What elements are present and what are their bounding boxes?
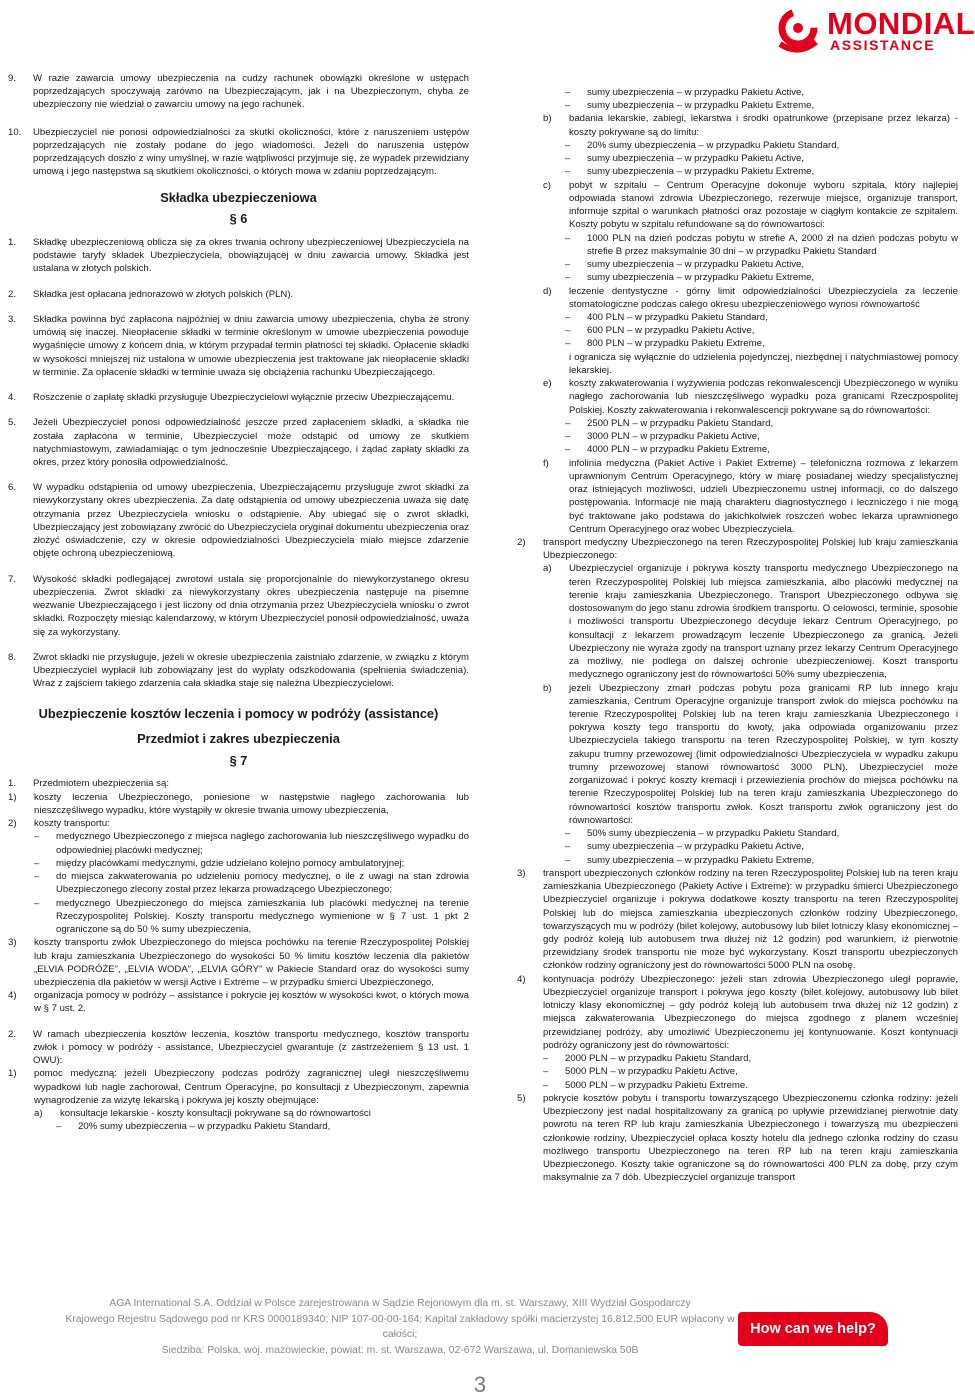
dash-text: sumy ubezpieczenia – w przypadku Pakietu Extreme,	[587, 854, 815, 866]
item-marker: e)	[543, 378, 552, 390]
paragraph-number	[8, 752, 469, 770]
dash-text: 20% sumy ubezpieczenia – w przypadku Pakietu Standard,	[78, 1121, 331, 1133]
left-column	[8, 72, 469, 1134]
clause-text: Jeżeli Ubezpieczyciel ponosi odpowiedzialność jeszcze przed zapłaceniem składki, a składka nie została zapłacona w terminie, Ubezpieczyciel może odstąpić od umowy ze skutkiem natychmiastowym, zawiadamiając o tym jednocześnie Ubezpieczającego, i żądać zapłaty składki za okres, przez który ponosiła odpowiedzialność.	[33, 417, 469, 468]
guarantee-subitem-a	[8, 1107, 469, 1120]
guarantee-item-1	[8, 1067, 469, 1107]
dash-text: 3000 PLN – w przypadku Pakietu Active,	[587, 431, 760, 443]
clause-number: 4.	[8, 392, 17, 404]
page-footer	[0, 1296, 960, 1366]
dash-marker: –	[565, 166, 571, 178]
footer-line: Siedziba: Polska, woj. mazowieckie, powiat: m. st. Warszawa, 02-672 Warszawa, ul. Domaniewska 50B	[161, 1344, 639, 1356]
dash-text: sumy ubezpieczenia – w przypadku Pakietu Extreme,	[587, 272, 815, 284]
right-subitem-d	[517, 285, 958, 311]
premium-clause-1	[8, 236, 469, 276]
dash-marker: –	[565, 854, 571, 866]
dash-marker: –	[565, 325, 571, 337]
item-text: pomoc medyczną: jeżeli Ubezpieczony podczas podróży zagranicznej uległ nieszczęśliwemu wypadkowi lub nagle zachorował, Centrum Operacyjne, po konsultacji z Ubezpieczonym, zapewnia wynagrodzenie za wizytę lekarską i pokrywa jej koszty obejmujące:	[34, 1068, 469, 1106]
dash-marker: –	[565, 87, 571, 98]
dash-marker: –	[565, 272, 571, 284]
dash-text: 600 PLN – w przypadku Pakietu Active,	[587, 325, 755, 337]
paragraph-value: 6	[240, 211, 248, 227]
dash-marker: –	[565, 232, 571, 244]
paragraph-value: 7	[240, 752, 248, 768]
limit-dash-item	[517, 311, 958, 324]
item-text: badania lekarskie, zabiegi, lekarstwa i środki opatrunkowe (przepisane przez lekarza) - koszty pokrywane są do limitu:	[569, 113, 958, 138]
item-marker: d)	[543, 285, 552, 297]
clause-number: 8.	[8, 651, 17, 663]
section-heading: Składka ubezpieczeniowa	[160, 189, 317, 205]
dash-text: 20% sumy ubezpieczenia – w przypadku Pakietu Standard,	[587, 139, 840, 151]
dash-marker: –	[565, 100, 571, 112]
item-marker: a)	[543, 563, 552, 575]
help-button[interactable]: How can we help?	[738, 1312, 888, 1346]
item-marker: 2)	[8, 818, 17, 830]
limit-dash-item	[517, 165, 958, 178]
right-item-4	[517, 973, 958, 1052]
dash-marker: –	[565, 431, 571, 443]
right-subitem-e	[517, 377, 958, 417]
item-text: koszty transportu zwłok Ubezpieczonego do miejsca pochówku na terenie Rzeczypospolitej Polskiej lub kraju zamieszkania Ubezpieczonego do wysokości 50 % limitu kosztów leczenia dla pakietów „ELVIA PODRÓŻE”, „ELVIA WODA”, „ELVIA GÓRY” w Pakiecie Standard oraz do wysokości sumy ubezpieczenia dla pakietów w wersji Active i Extreme – w przypadku śmierci Ubezpieczonego,	[34, 937, 469, 988]
premium-clause-3	[8, 313, 469, 379]
clause-text: Składka jest opłacana jednorazowo w złotych polskich (PLN).	[33, 288, 294, 300]
dash-text: medycznego Ubezpieczonego do miejsca zamieszkania lub placówki medycznej na terenie Rzeczypospolitej Polskiej. Koszty transportu medycznego wymienione w § 7 ust. 1 pkt 2 ograniczone są do 50 % sumy ubezpieczenia,	[56, 897, 469, 936]
page-number: 3	[473, 1372, 487, 1397]
subject-clause-2	[8, 1028, 469, 1068]
clause-number: 5.	[8, 417, 17, 429]
item-marker: 5)	[517, 1092, 526, 1104]
right-item-5	[517, 1092, 958, 1185]
item-text: kontynuacja podróży Ubezpieczonego: jeżeli stan zdrowia Ubezpieczonego uległ poprawie, Ubezpieczyciel organizuje transport i pokrywa jego koszty (bilet kolejowy, autobusowy lub bilet lotniczy klasy ekonomicznej – gdy podróż koleją lub autobusem trwa dłużej niż 12 godzin) z miejsca zakwaterowania Ubezpieczonego do miejsca zgodnego z planem wcześniej przewidzianej podróży, aby umożliwić Ubezpieczonemu jej kontynuowanie. Koszt kontynuacji podróży ograniczony jest do równowartości:	[543, 973, 958, 1051]
item-text: leczenie dentystyczne - górny limit odpowiedzialności Ubezpieczyciela za leczenie stomatologiczne podczas całego okresu ubezpieczeniowego wynosi równowartość	[569, 285, 958, 310]
right-item-3	[517, 867, 958, 973]
clause-10	[8, 126, 469, 179]
transport-dash-item	[8, 897, 469, 937]
item-marker: 1)	[8, 1068, 17, 1080]
subject-item-1	[8, 791, 469, 817]
clause-text: Wysokość składki podlegającej zwrotowi ustala się proporcjonalnie do niewykorzystanego okresu ubezpieczenia. Zwrot składki za niewykorzystany okres ubezpieczenia następuje na pisemne wezwanie Ubezpieczającego i jest liczony od dnia otrzymania przez Ubezpieczyciela wniosku o zwrot składki. Rozpoczęty miesiąc kalendarzowy, w którym Ubezpieczyciel ponosił odpowiedzialność, uważa się za wykorzystany.	[33, 573, 469, 638]
dash-text: 5000 PLN – w przypadku Pakietu Extreme.	[565, 1079, 748, 1091]
clause-number: 9.	[8, 73, 17, 84]
item-text: koszty zakwaterowania i wyżywienia podczas rekonwalescencji Ubezpieczonego w wyniku nagłego zachorowania lub nieszczęśliwego wypadku poza granicami Rzeczpospolitej Polskiej. Koszty zakwaterowania i rekonwalescencji pokrywane są do równowartości:	[569, 378, 958, 416]
premium-clause-6	[8, 481, 469, 560]
item-marker: f)	[543, 457, 549, 469]
clause-number: 10.	[8, 126, 22, 138]
premium-clause-5	[8, 416, 469, 469]
dash-marker: –	[34, 871, 40, 883]
dash-text: sumy ubezpieczenia – w przypadku Pakietu Active,	[587, 153, 805, 165]
limit-dash-item	[517, 139, 958, 152]
clause-number: 3.	[8, 313, 17, 325]
clause-text: Zwrot składki nie przysługuje, jeżeli w okresie ubezpieczenia zaistniało zdarzenie, w związku z którym Ubezpieczyciel wypłacił lub zobowiązany jest do wypłaty odszkodowania (spełnienia świadczenia). Wraz z zajściem takiego zdarzenia cała składka staje się należna Ubezpieczycielowi.	[33, 651, 469, 690]
dash-marker: –	[565, 338, 571, 350]
limit-dash-item	[517, 1065, 958, 1078]
right-subitem-c	[517, 179, 958, 232]
limit-dash-item	[517, 258, 958, 271]
dash-marker: –	[34, 857, 40, 869]
limit-dash-item	[517, 443, 958, 456]
limit-dash-item	[517, 1052, 958, 1065]
dash-text: sumy ubezpieczenia – w przypadku Pakietu Active,	[587, 841, 805, 853]
clause-number: 2.	[8, 288, 17, 300]
clause-9	[8, 72, 469, 112]
limit-dash-item	[517, 152, 958, 165]
dash-text: sumy ubezpieczenia – w przypadku Pakietu Extreme,	[587, 166, 815, 178]
clause-text: W razie zawarcia umowy ubezpieczenia na cudzy rachunek obowiązki określone w ustępach poprzedzających spoczywają zarówno na Ubezpieczającym, jak i na Ubezpieczonym, chyba że ubezpieczony nie wiedział o zawarciu umowy na jego rachunek.	[33, 73, 469, 111]
item-text: konsultacje lekarskie - koszty konsultacji pokrywane są do równowartości	[60, 1108, 371, 1120]
limit-dash-item	[517, 86, 958, 99]
item-marker: 2)	[517, 536, 526, 548]
right-subitem-f	[517, 457, 958, 536]
footer-line: Krajowego Rejestru Sądowego pod nr KRS 0000189340; NIP 107-00-00-164; Kapitał zakładowy spółki macierzystej 16.812.500 EUR wpłacony w całości;	[65, 1313, 735, 1341]
dash-text: sumy ubezpieczenia – w przypadku Pakietu Extreme,	[587, 100, 815, 112]
item-text: koszty leczenia Ubezpieczonego, poniesione w następstwie nagłego zachorowania lub nieszczęśliwego wypadku, które wystąpiły w okresie trwania umowy ubezpieczenia,	[34, 791, 469, 816]
limit-dash-item	[517, 430, 958, 443]
clause-number: 1.	[8, 778, 17, 790]
clause-text: W wypadku odstąpienia od umowy ubezpieczenia, Ubezpieczającemu przysługuje zwrot składki za niewykorzystany okres ubezpieczenia. Za datę odstąpienia od umowy ubezpieczenia uważa się datę otrzymania przez Ubezpieczyciela wniosku o odstąpienie. Aby ubiegać się o zwrot składki, Ubezpieczający jest zobowiązany zwrócić do Ubezpieczyciela oryginał dokumentu ubezpieczenia oraz złożyć oświadczenie, czy w okresie odpowiedzialności Ubezpieczyciela miało miejsce zdarzenie objęte ochroną ubezpieczeniową.	[33, 482, 469, 560]
limit-dash-item	[517, 99, 958, 112]
premium-clause-7	[8, 573, 469, 639]
dash-marker: –	[565, 417, 571, 429]
clause-text: Składkę ubezpieczeniową oblicza się za okres trwania ochrony ubezpieczeniowej Ubezpieczyciela na podstawie taryfy składek Ubezpieczyciela, obowiązującej w dniu zawarcia umowy. Składka jest ustalana w złotych polskich.	[33, 236, 469, 275]
clause-number: 6.	[8, 482, 17, 494]
dash-text: 50% sumy ubezpieczenia – w przypadku Pakietu Standard,	[587, 828, 840, 840]
limit-dash-item	[517, 271, 958, 284]
dash-marker: –	[565, 259, 571, 271]
dash-marker: –	[565, 311, 571, 323]
paragraph-symbol: §	[229, 211, 241, 227]
brand-subname: ASSISTANCE	[830, 37, 936, 53]
item-text: transport ubezpieczonych członków rodziny na teren Rzeczypospolitej Polskiej lub na teren kraju zamieszkania Ubezpieczonego (Pakiety Active i Extreme): w przypadku śmierci Ubezpieczonego Ubezpieczyciel organizuje i pokrywa dodatkowe koszty transportu na teren Rzeczypospolitej Polskiej lub do miejsca zamieszkania ubezpieczonych członków rodziny Ubezpieczonego, towarzyszących mu w podróży (bilet kolejowy, autobusowy lub bilet lotniczy klasy ekonomicznej – gdy podróż koleją lub autobusem trwa dłużej niż 12 godzin) pod warunkiem, iż pierwotnie przewidziany środek transportu nie może być wykorzystany. Koszt transportu ubezpieczonych członków rodziny ograniczony jest do równowartości 5000 PLN na osobę.	[543, 867, 958, 972]
dash-text: 400 PLN – w przypadku Pakietu Standard,	[587, 311, 768, 323]
limit-dash-item	[8, 1120, 469, 1133]
item-text: organizacja pomocy w podróży – assistance i pokrycie jej kosztów w wysokości kwot, o których mowa w § 7 ust. 2.	[34, 990, 469, 1015]
dash-marker: –	[543, 1079, 549, 1091]
dash-text: 5000 PLN – w przypadku Pakietu Active,	[565, 1066, 738, 1078]
item-marker: b)	[543, 113, 552, 125]
subject-item-4	[8, 989, 469, 1015]
mondial-swirl-icon	[772, 4, 824, 54]
item-text: infolinia medyczna (Pakiet Active i Pakiet Extreme) – telefoniczna rozmowa z lekarzem uprawnionym Centrum Operacyjnego, który w miarę posiadanej wiedzy specjalistycznej oraz istniejących możliwości, udzieli Ubezpieczonemu ustnej informacji, co do dalszego postępowania. Informacje nie mają charakteru diagnostycznego i leczniczego i nie mogą być traktowane jako podstawa do jakichkolwiek roszczeń wobec lekarza uprawnionego Centrum Operacyjnego oraz wobec Ubezpieczyciela.	[569, 457, 958, 535]
transport-dash-item	[8, 870, 469, 896]
section-heading: Przedmiot i zakres ubezpieczenia	[137, 731, 340, 747]
premium-clause-2	[8, 288, 469, 301]
dash-marker: –	[543, 1066, 549, 1078]
dash-marker: –	[56, 1121, 62, 1133]
item-marker: 3)	[517, 867, 526, 879]
dash-text: do miejsca zakwaterowania po udzieleniu pomocy medycznej, o ile z uwagi na stan zdrowia Ubezpieczonego zlecony został przez lekarza prowadzącego Ubezpieczonego;	[56, 871, 469, 896]
transport-dash-item	[8, 830, 469, 856]
footer-line: AGA International S.A. Oddział w Polsce zarejestrowana w Sądzie Rejonowym dla m. st. Warszawy, XIII Wydział Gospodarczy	[109, 1298, 691, 1309]
right-item-2b	[517, 682, 958, 828]
dash-marker: –	[34, 831, 40, 843]
dash-text: medycznego Ubezpieczonego z miejsca nagłego zachorowania lub nieszczęśliwego wypadku do odpowiedniej placówki medycznej;	[56, 831, 469, 856]
dash-text: 4000 PLN – w przypadku Pakietu Extreme,	[587, 444, 770, 456]
dash-marker: –	[543, 1053, 549, 1065]
dash-text: między placówkami medycznymi, gdzie udzielano kolejno pomocy ambulatoryjnej;	[56, 857, 405, 869]
dash-text: sumy ubezpieczenia – w przypadku Pakietu Active,	[587, 87, 805, 98]
limit-dash-item	[517, 1079, 958, 1092]
item-marker: 4)	[517, 973, 526, 985]
limit-dash-item	[517, 337, 958, 350]
clause-number: 7.	[8, 573, 17, 585]
dash-text: sumy ubezpieczenia – w przypadku Pakietu Active,	[587, 259, 805, 271]
transport-dash-item	[8, 857, 469, 870]
subject-clause-1	[8, 777, 469, 790]
dental-note: i ogranicza się wyłącznie do udzielenia pojedynczej, niezbędnej i natychmiastowej pomocy lekarskiej.	[569, 351, 958, 376]
dash-text: 2500 PLN – w przypadku Pakietu Standard,	[587, 417, 774, 429]
item-text: koszty transportu:	[34, 818, 110, 830]
limit-dash-item	[517, 417, 958, 430]
chapter-heading: Ubezpieczenie kosztów leczenia i pomocy w podróży (assistance)	[38, 705, 439, 721]
item-text: transport medyczny Ubezpieczonego na teren Rzeczypospolitej Polskiej lub kraju zamieszkania Ubezpieczonego:	[543, 536, 958, 562]
item-marker: c)	[543, 179, 551, 191]
limit-dash-item	[517, 324, 958, 337]
dash-marker: –	[565, 828, 571, 840]
clause-text: Ubezpieczyciel nie ponosi odpowiedzialności za skutki okoliczności, które z naruszeniem ustępów poprzedzających nie zostały podane do jego wiadomości. Jeżeli do naruszenia ustępów poprzedzających doszło z winy umyślnej, w razie wątpliwości przyjmuje się, że wypadek przewidziany umową i jego następstwa są skutkiem okoliczności, o których mowa w zdaniu poprzedzającym.	[33, 126, 469, 178]
item-text: pobyt w szpitalu – Centrum Operacyjne dokonuje wyboru szpitala, który najlepiej odpowiada stanowi zdrowia Ubezpieczonego, rezerwuje miejsce, organizuje transport, informuje szpital o warunkach płatności oraz pozostaje w ciągłym kontakcie ze szpitalem. Koszty pobytu w szpitalu refundowane są do równowartości:	[569, 179, 958, 231]
limit-dash-item	[517, 827, 958, 840]
right-item-2	[517, 536, 958, 562]
right-subitem-b	[517, 112, 958, 138]
limit-dash-item	[517, 854, 958, 867]
right-item-2a	[517, 562, 958, 681]
item-marker: 1)	[8, 791, 17, 803]
subject-item-2	[8, 817, 469, 830]
clause-text: Roszczenie o zapłatę składki przysługuje Ubezpieczycielowi wyłącznie przeciw Ubezpieczającemu.	[33, 392, 455, 404]
company-info	[55, 1296, 745, 1358]
paragraph-symbol: §	[229, 752, 241, 768]
brand-name: MONDIAL	[827, 6, 975, 41]
dash-marker: –	[565, 153, 571, 165]
item-marker: 4)	[8, 990, 17, 1002]
item-marker: b)	[543, 682, 552, 694]
dash-marker: –	[34, 897, 40, 909]
mondial-assistance-logo	[772, 4, 975, 54]
dash-marker: –	[565, 444, 571, 456]
dash-text: 1000 PLN na dzień podczas pobytu w strefie A, 2000 zł na dzień podczas pobytu w strefie B przez maksymalnie 30 dni – w przypadku Pakietu Standard	[587, 232, 958, 257]
premium-clause-8	[8, 651, 469, 691]
dash-text: 800 PLN – w przypadku Pakietu Extreme,	[587, 338, 765, 350]
limit-dash-item	[517, 232, 958, 258]
clause-text: Składka powinna być zapłacona najpóźniej w dniu zawarcia umowy ubezpieczenia, chyba że strony umówią się inaczej. Nieopłacenie składki w terminie określonym w umowie ubezpieczenia powoduje wygaśnięcie umowy z końcem dnia, w którym przypadał termin płatności tej składki. Opłacenie składki w wysokości mniejszej niż ustalona w umowie ubezpieczenia jest traktowane jak nieopłacenie składki w terminie. Za opłacenie składki w terminie uważa się obciążenia rachunku Ubezpieczającego.	[33, 313, 469, 378]
clause-number: 1.	[8, 236, 17, 248]
right-column	[517, 86, 958, 1184]
paragraph-number	[8, 210, 469, 228]
dash-text: 2000 PLN – w przypadku Pakietu Standard,	[565, 1053, 752, 1065]
clause-number: 2.	[8, 1028, 17, 1040]
item-marker: a)	[34, 1108, 43, 1120]
item-text: Ubezpieczyciel organizuje i pokrywa koszty transportu medycznego Ubezpieczonego na teren Rzeczypospolitej Polskiej lub miejsca zamieszkania, albo placówki medycznej na terenie kraju zamieszkania Ubezpieczonego. Transport Ubezpieczonego odbywa się dostosowanym do jego stanu zdrowia środkiem transportu. O celowości, terminie, sposobie i możliwości transportu Ubezpieczonego decyduje lekarz Centrum Operacyjnego, po konsultacji z lekarzem prowadzącym leczenie Ubezpieczonego za granicą. Jeżeli Ubezpieczony nie wyraża zgody na transport uznany przez lekarzy Centrum Operacyjnego za możliwy, nie podlega on dalszej ochronie ubezpieczeniowej. Koszt transportu medycznego ograniczony jest do równowartości 50% sumy ubezpieczenia,	[569, 563, 958, 681]
clause-text: Przedmiotem ubezpieczenia są:	[33, 778, 169, 790]
item-marker: 3)	[8, 937, 17, 949]
dash-marker: –	[565, 841, 571, 853]
premium-clause-4	[8, 391, 469, 404]
dash-marker: –	[565, 139, 571, 151]
clause-text: W ramach ubezpieczenia kosztów leczenia, kosztów transportu medycznego, kosztów transportu zwłok i pomocy w podróży - assistance, Ubezpieczyciel gwarantuje (z zastrzeżeniem § 13 ust. 1 OWU):	[33, 1028, 469, 1067]
item-text: jeżeli Ubezpieczony zmarł podczas pobytu poza granicami RP lub innego kraju zamieszkania, Centrum Operacyjne organizuje transport zwłok do miejsca pochówku na terenie Rzeczypospolitej Polskiej lub na teren kraju zamieszkania Ubezpieczonego i pokrywa koszty tego transportu do kwoty, jaka odpowiada organizowaniu przez Ubezpieczyciela takiego transportu na teren Rzeczypospolitej Polskiej, w tym koszty zakupu trumny przewozowej (limit odpowiedzialności Ubezpieczyciela w wypadku zakupu trumny przewozowej stanowi równowartość 3000 PLN). Ubezpieczyciel może zorganizować i pokryć koszty kremacji i przewiezienia prochów do miejsca pochówku na terenie Rzeczypospolitej Polskiej lub na teren kraju zamieszkania Ubezpieczonego do równowartości kosztów transportu zwłok. Koszt transportu zwłok ograniczony jest do równowartości:	[569, 682, 958, 826]
item-text: pokrycie kosztów pobytu i transportu towarzyszącego Ubezpieczonemu członka rodziny: jeżeli Ubezpieczony jest nadal hospitalizowany za granicą po upływie przewidzianej pierwotnie daty powrotu na teren RP lub kraju zamieszkania Ubezpieczonego i towarzyszą mu ubezpieczeni członkowie rodziny, Ubezpieczyciel opłaca koszty hotelu dla jednego członka rodziny do czasu możliwego transportu Ubezpieczonego na teren RP lub na teren kraju zamieszkania Ubezpieczonego. Koszty takie ograniczone są do równowartości 400 PLN za dobę, przy czym maksymalnie za 7 dób. Ubezpieczyciel organizuje transport	[543, 1092, 958, 1184]
limit-dash-item	[517, 840, 958, 853]
subject-item-3	[8, 936, 469, 989]
